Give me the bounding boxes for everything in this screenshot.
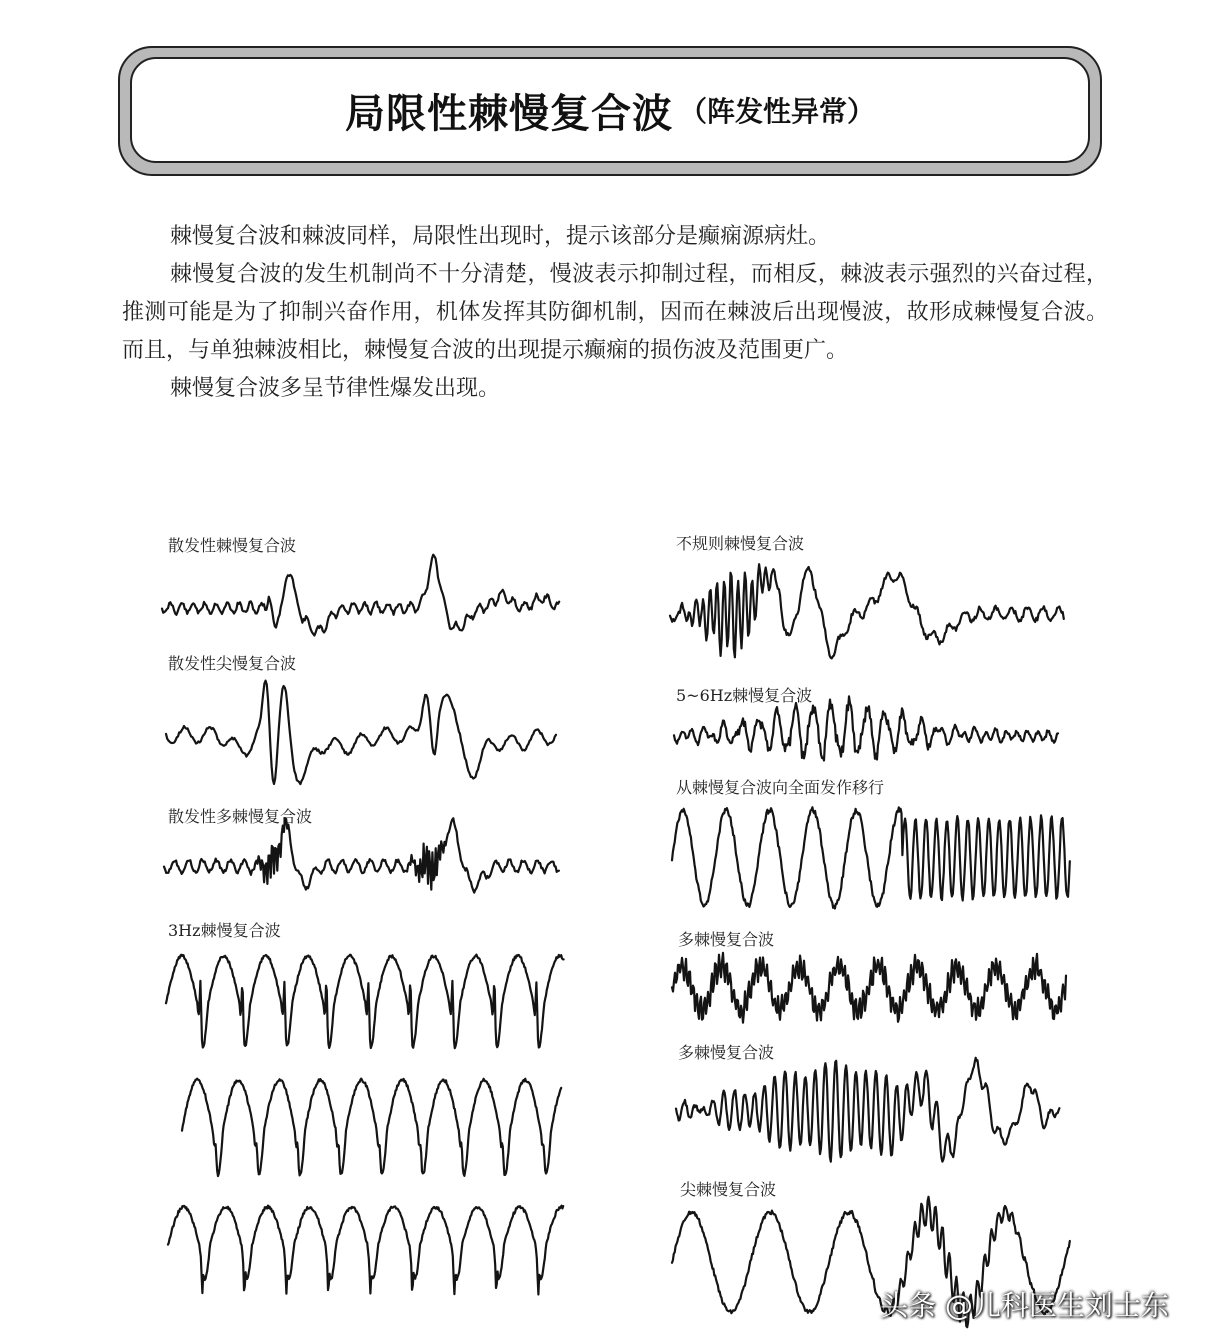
waveform-transition-to-generalized	[672, 807, 1070, 908]
page-title: 局限性棘慢复合波	[344, 89, 673, 137]
watermark: 头条 @儿科医生刘士东	[880, 1289, 1169, 1322]
waveform-5-6hz-spike-slow	[674, 696, 1058, 760]
waveform-sporadic-polyspike-slow	[164, 818, 559, 893]
waveform-sporadic-sharp-slow	[166, 681, 556, 784]
wave-label-sporadic-sharp-slow: 散发性尖慢复合波	[168, 654, 297, 673]
paragraph-1: 棘慢复合波和棘波同样，局限性出现时，提示该部分是癫痫源病灶。	[170, 224, 831, 249]
waveform-polyspike-slow	[672, 953, 1066, 1023]
page-subtitle: （阵发性异常）	[678, 95, 875, 128]
waveform-3hz-spike-slow	[166, 955, 564, 1049]
paragraph-2: 棘慢复合波的发生机制尚不十分清楚，慢波表示抑制过程，而相反，棘波表示强烈的兴奋过程，推测可能是为了抑制兴奋作用，机体发挥其防御机制，因而在棘波后出现慢波，故形成棘慢复合波。而且，与单独棘波相比，棘慢复合波的出现提示癫痫的损伤波及范围更广。	[122, 262, 1108, 363]
paragraph-3: 棘慢复合波多呈节律性爆发出现。	[170, 376, 501, 401]
wave-label-polyspike-slow: 多棘慢复合波	[678, 930, 775, 949]
wave-label-5-6hz-spike-slow: 5~6Hz棘慢复合波	[676, 686, 813, 705]
wave-label-sharp-spike-slow: 尖棘慢复合波	[680, 1180, 777, 1199]
waveform-polyspike-slow-2	[676, 1058, 1059, 1162]
waveform-sporadic-spike-slow	[162, 555, 559, 636]
wave-label-3hz-spike-slow: 3Hz棘慢复合波	[168, 921, 281, 940]
waveform-3hz-spike-slow-2	[182, 1079, 561, 1177]
wave-label-transition-to-generalized: 从棘慢复合波向全面发作移行	[676, 778, 885, 797]
waveform-3hz-spike-slow-3	[168, 1206, 563, 1295]
waveform-irregular-spike-slow	[670, 564, 1064, 658]
wave-label-sporadic-spike-slow: 散发性棘慢复合波	[168, 536, 297, 555]
wave-label-polyspike-slow-2: 多棘慢复合波	[678, 1043, 775, 1062]
wave-label-sporadic-polyspike-slow: 散发性多棘慢复合波	[168, 807, 313, 826]
wave-label-irregular-spike-slow: 不规则棘慢复合波	[676, 534, 805, 553]
